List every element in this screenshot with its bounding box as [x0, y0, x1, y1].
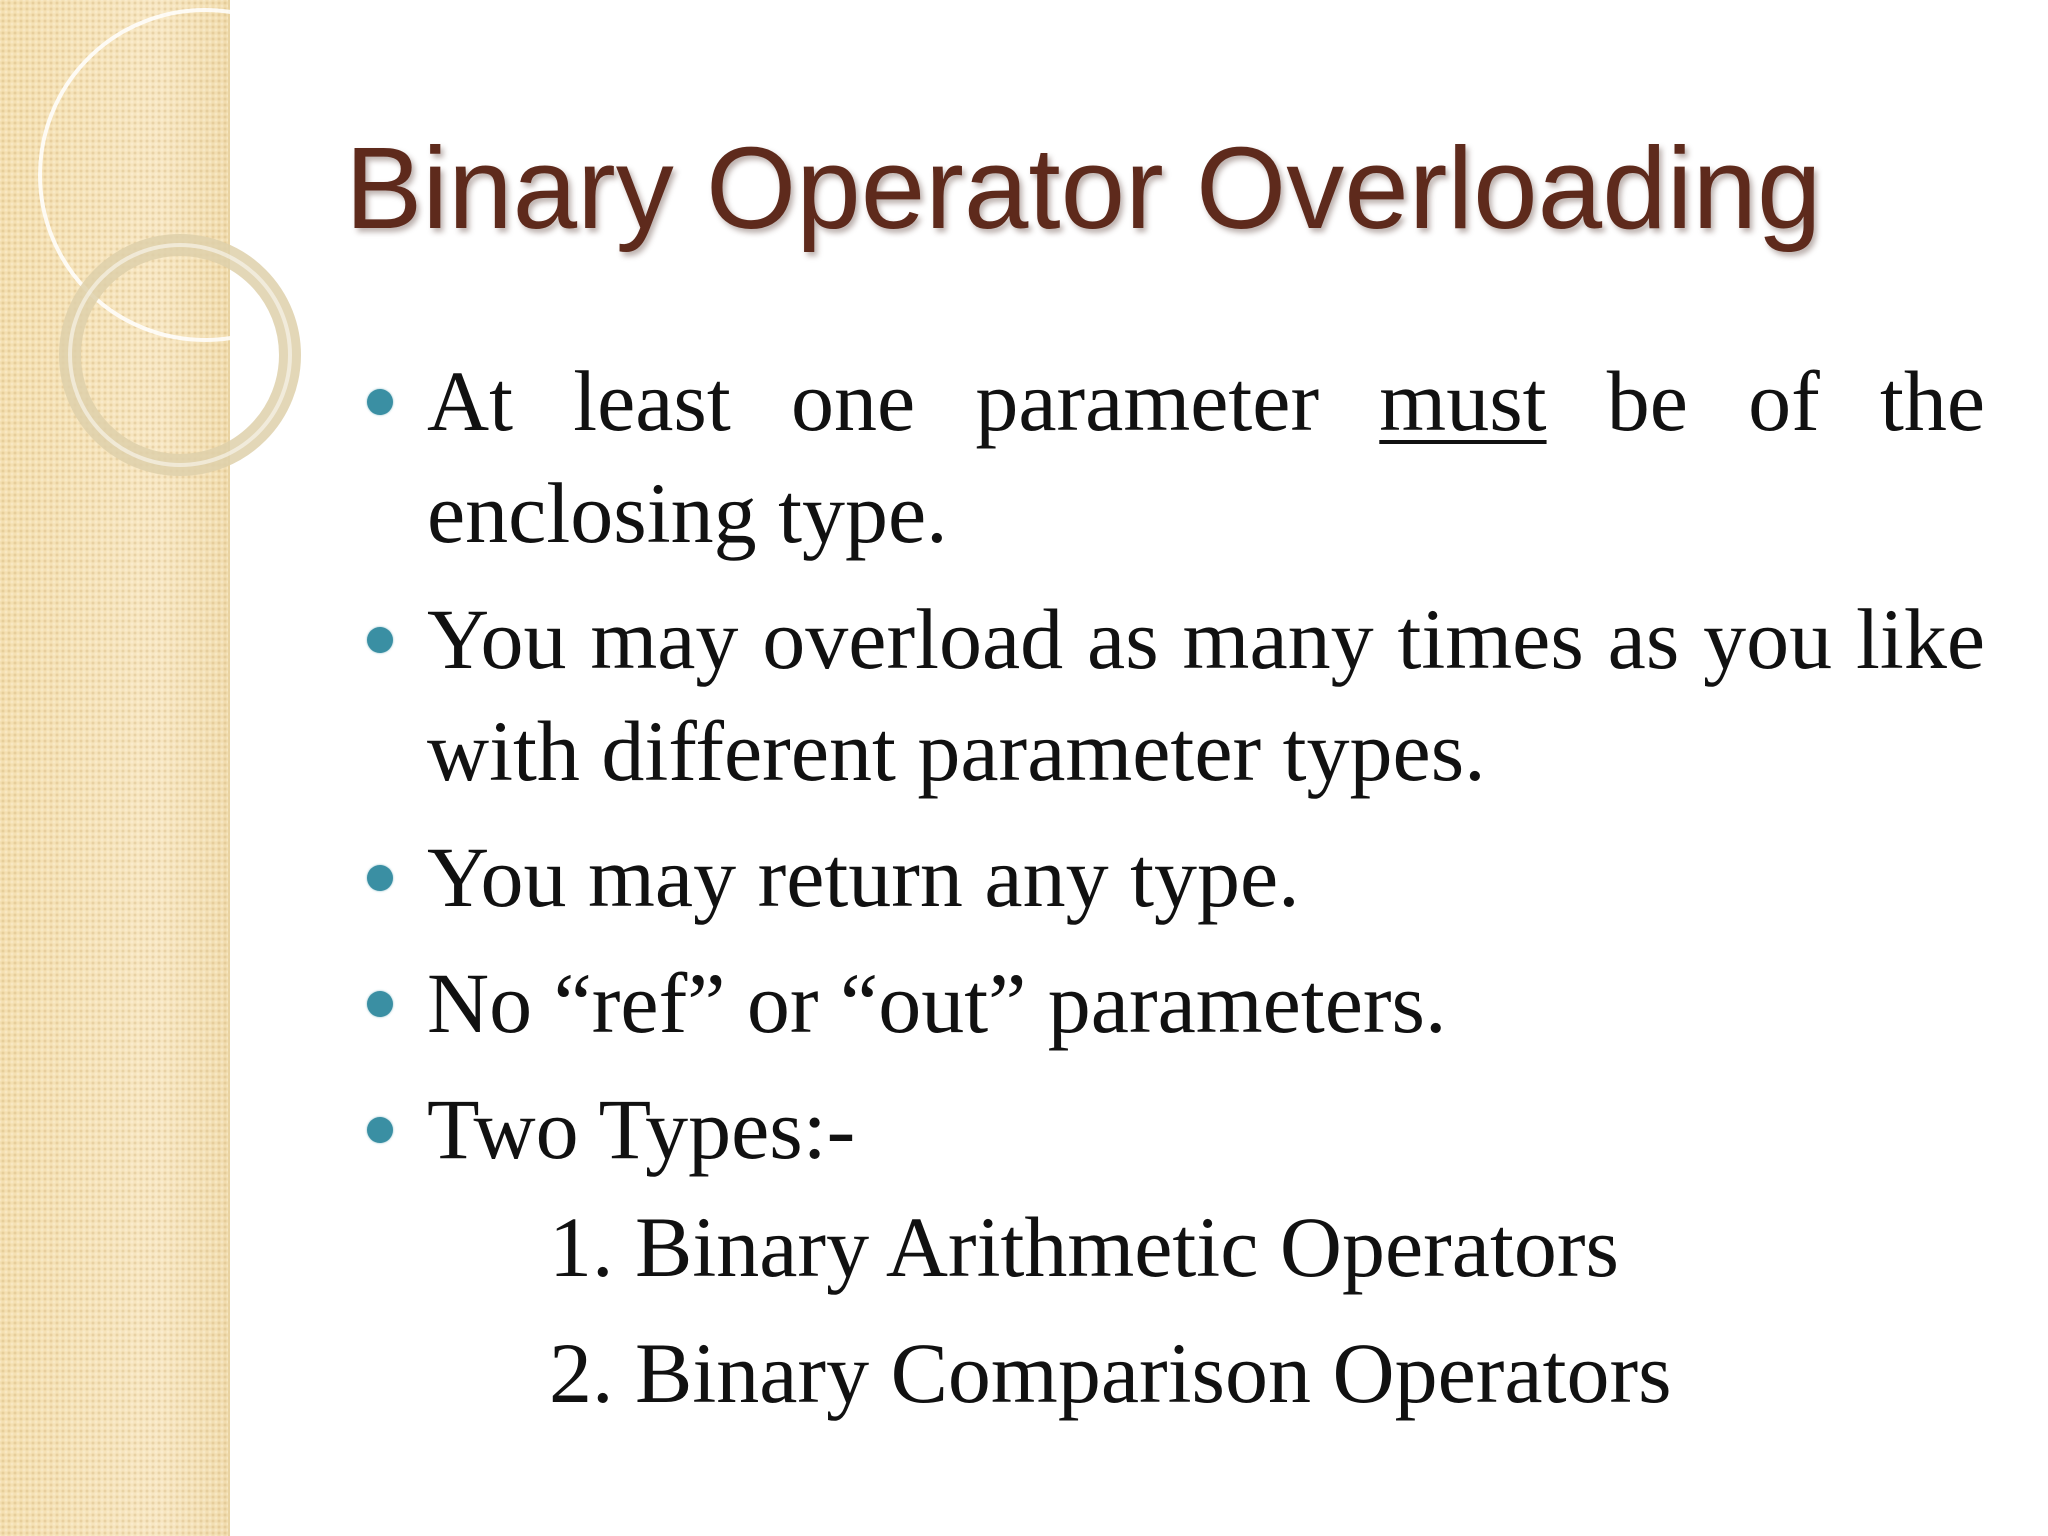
bullet-text: No “ref” or “out” parameters.: [427, 955, 1447, 1051]
bullet-item: [345, 821, 1985, 933]
bullet-item: [345, 1073, 1985, 1185]
bullet-emphasis: must: [1379, 353, 1547, 449]
bullet-dot-icon: [367, 865, 393, 891]
bullet-text: You may overload as many times as you like with different parameter types.: [427, 591, 1985, 799]
bullet-text: You may return any type.: [427, 829, 1300, 925]
bullet-dot-icon: [367, 389, 393, 415]
bullet-text: Two Types:-: [427, 1081, 856, 1177]
bullet-text: be of the enclosing type.: [427, 353, 1986, 561]
bullet-dot-icon: [367, 627, 393, 653]
bullet-list: [345, 345, 1985, 1443]
sub-list-item: 1. Binary Arithmetic Operators: [549, 1199, 1619, 1295]
slide-title: Binary Operator Overloading: [345, 123, 1822, 253]
ring-small-highlight: [70, 245, 290, 465]
sub-list-item: 2. Binary Comparison Operators: [549, 1325, 1672, 1421]
bullet-item: [345, 345, 1985, 569]
bullet-dot-icon: [367, 1117, 393, 1143]
numbered-sub-list: [345, 1191, 1985, 1429]
sub-list-container: [345, 1191, 1985, 1429]
bullet-item: [345, 947, 1985, 1059]
bullet-text: At least one parameter: [427, 353, 1380, 449]
bullet-dot-icon: [367, 991, 393, 1017]
bullet-item: [345, 583, 1985, 807]
